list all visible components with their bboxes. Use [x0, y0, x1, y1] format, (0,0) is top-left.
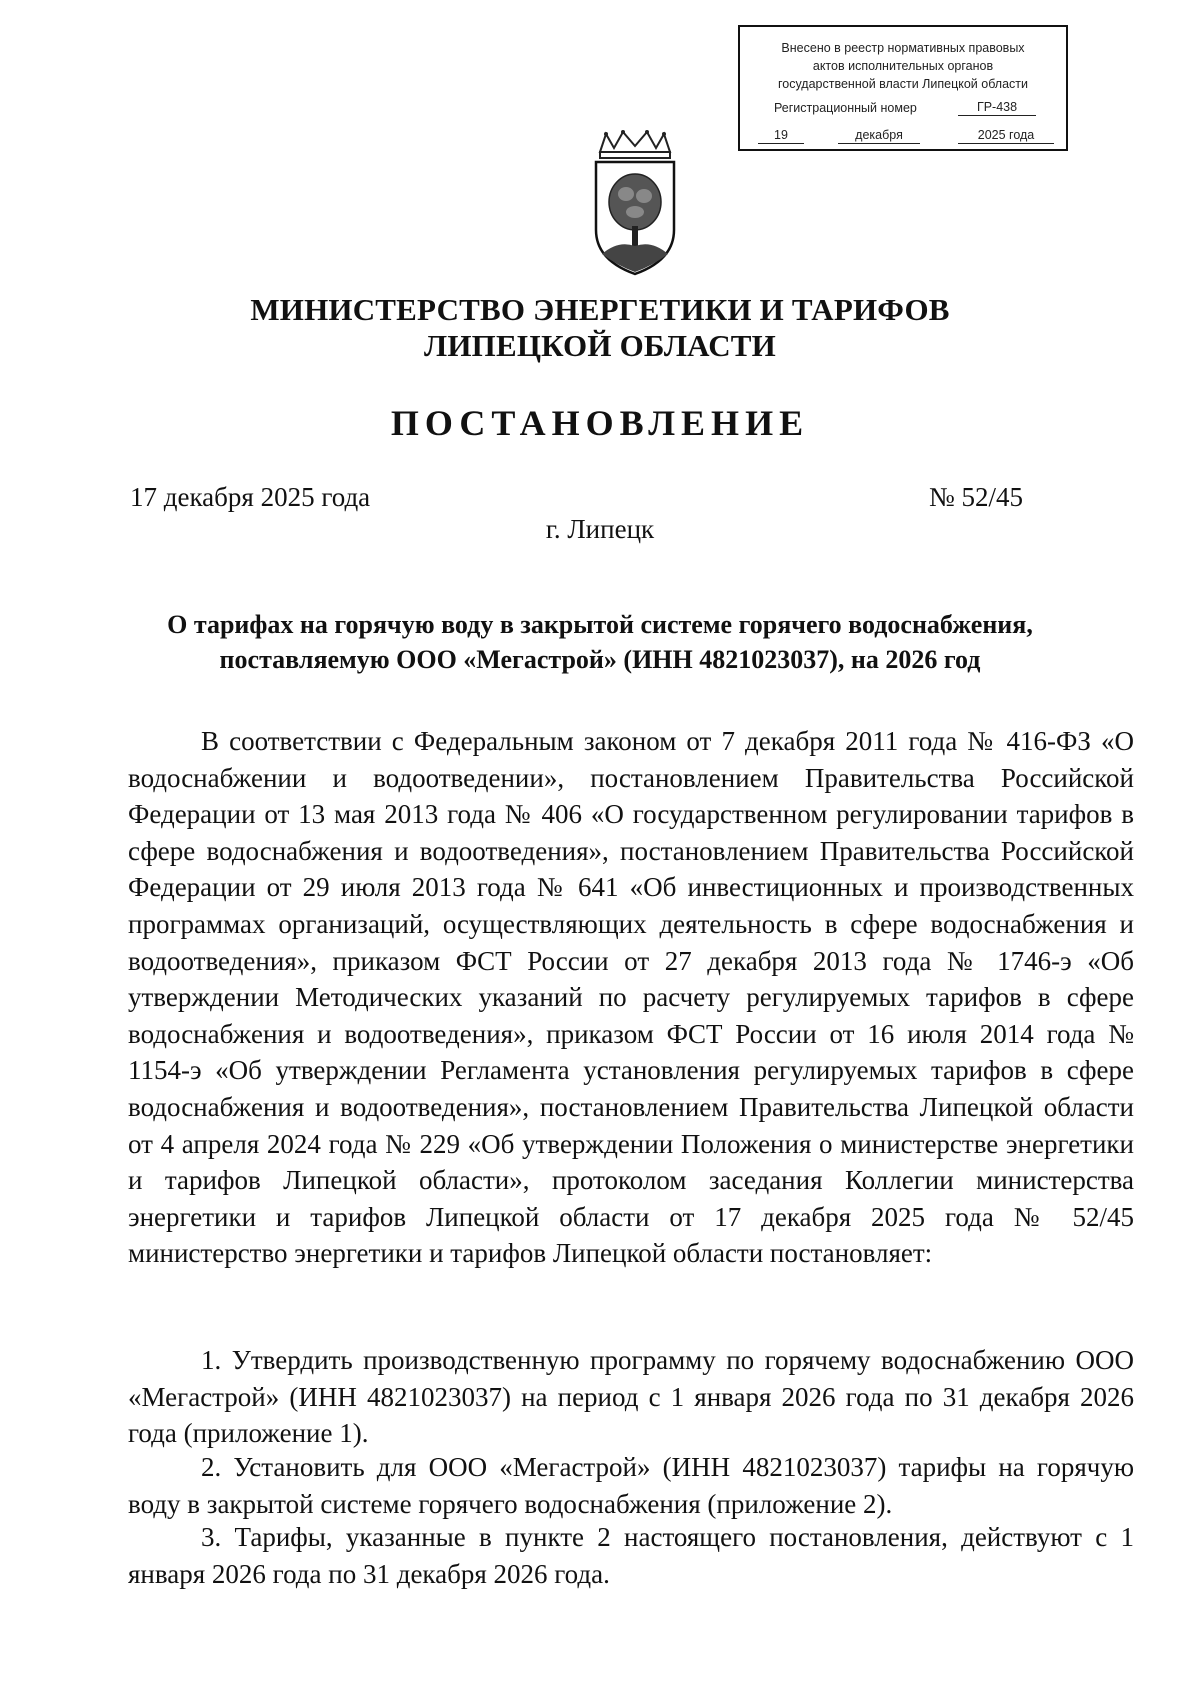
- stamp-line: Внесено в реестр нормативных правовых: [781, 41, 1025, 55]
- document-type: ПОСТАНОВЛЕНИЕ: [390, 403, 810, 443]
- document-title: [0, 607, 1200, 677]
- preamble-paragraph: [128, 723, 1134, 1272]
- clause-3: [128, 1519, 1134, 1592]
- ministry-name-line-1: МИНИСТЕРСТВО ЭНЕРГЕТИКИ И ТАРИФОВ: [250, 292, 950, 327]
- clause-1-text: 1. Утвердить производственную программу по горячему водоснабжению ООО «Мегастрой» (ИНН 4821023037) на период с 1 января 2026 года по 31 декабря 2026 года (приложение 1).: [128, 1345, 1134, 1449]
- clause-2: [128, 1449, 1134, 1522]
- document-city: г. Липецк: [545, 514, 655, 544]
- stamp-reg-label: Регистрационный номер: [774, 101, 917, 115]
- clause-1: [128, 1342, 1134, 1452]
- stamp-reg-number: ГР-438: [958, 99, 1036, 116]
- ministry-name-line-2: ЛИПЕЦКОЙ ОБЛАСТИ: [424, 328, 776, 363]
- stamp-line: актов исполнительных органов: [812, 59, 994, 73]
- stamp-registration-row: [740, 99, 1066, 117]
- stamp-line: государственной власти Липецкой области: [777, 77, 1029, 91]
- stamp-date-row: [740, 127, 1066, 145]
- clause-2-text: 2. Установить для ООО «Мегастрой» (ИНН 4821023037) тарифы на горячую воду в закрытой системе горячего водоснабжения (приложение 2).: [128, 1452, 1134, 1519]
- stamp-day: 19: [758, 127, 804, 144]
- preamble-text: В соответствии с Федеральным законом от 7 декабря 2011 года № 416-ФЗ «О водоснабжении и водоотведении», постановлением Правительства Российской Федерации от 13 мая 2013 года № 406 «О государственном регулировании тарифов в сфере водоснабжения и водоотведения», постановлением Правительства Российской Федерации от 29 июля 2013 года № 641 «Об инвестиционных и производственных программах организаций, осуществляющих деятельность в сфере водоснабжения и водоотведения», приказом ФСТ России от 27 декабря 2013 года № 1746-э «Об утверждении Методических указаний по расчету регулируемых тарифов в сфере водоснабжения и водоотведения», приказом ФСТ России от 16 июля 2014 года № 1154-э «Об утверждении Регламента установления регулируемых тарифов в сфере водоснабжения и водоотведения», постановлением Правительства Липецкой области от 4 апреля 2024 года № 229 «Об утверждении Положения о министерстве энергетики и тарифов Липецкой области», протоколом заседания Коллегии министерства энергетики и тарифов Липецкой области от 17 декабря 2025 года № 52/45 министерство энергетики и тарифов Липецкой области постановляет:: [128, 726, 1134, 1269]
- document-title-line-1: О тарифах на горячую воду в закрытой системе горячего водоснабжения,: [167, 610, 1033, 639]
- document-date: 17 декабря 2025 года: [130, 482, 371, 512]
- ministry-name: [0, 292, 1200, 364]
- registry-stamp: [738, 25, 1068, 151]
- document-title-line-2: поставляемую ООО «Мегастрой» (ИНН 4821023037), на 2026 год: [219, 645, 981, 674]
- stamp-month: декабря: [838, 127, 920, 144]
- document-number: № 52/45: [929, 482, 1024, 512]
- stamp-year: 2025 года: [958, 127, 1054, 144]
- coat-of-arms-icon: [592, 130, 678, 278]
- clause-3-text: 3. Тарифы, указанные в пункте 2 настоящего постановления, действуют с 1 января 2026 года по 31 декабря 2026 года.: [128, 1522, 1134, 1589]
